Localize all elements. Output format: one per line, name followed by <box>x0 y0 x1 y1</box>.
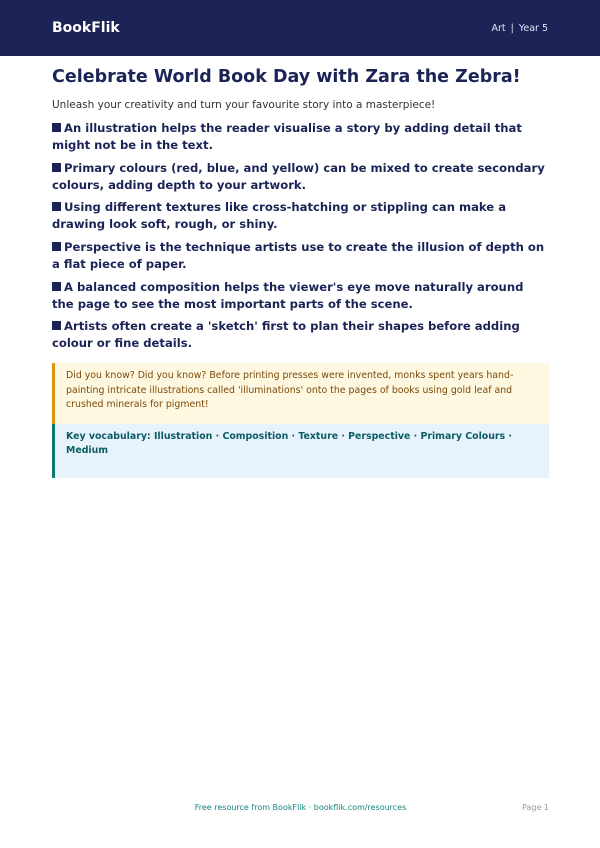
square-bullet-icon <box>52 123 61 132</box>
square-bullet-icon <box>52 242 61 251</box>
square-bullet-icon <box>52 202 61 211</box>
brand-logo: BookFlik <box>52 20 120 36</box>
square-bullet-icon <box>52 282 61 291</box>
fact-text: Perspective is the technique artists use to create the illusion of depth on a flat piece of paper. <box>52 240 545 272</box>
key-vocabulary-box: Key vocabulary: Illustration · Composition · Texture · Perspective · Primary Colours · Medium <box>52 424 549 478</box>
page-footer <box>52 801 549 815</box>
fact-item <box>52 279 549 313</box>
fact-item <box>52 160 549 194</box>
fact-text: An illustration helps the reader visualise a story by adding detail that might not be in the text. <box>52 121 522 152</box>
subject-year-label <box>491 23 548 34</box>
fact-item <box>52 318 549 352</box>
page-number: Page 1 <box>522 803 549 812</box>
year-label: Year 5 <box>518 22 548 34</box>
fact-item <box>52 120 549 154</box>
fact-item <box>52 199 549 233</box>
page-title: Celebrate World Book Day with Zara the Zebra! <box>52 67 521 87</box>
did-you-know-callout: Did you know? Did you know? Before printing presses were invented, monks spent years hand-painting intricate illustrations called 'illuminations' onto the pages of books using gold leaf and crushed minerals for pigment! <box>52 363 549 424</box>
fact-text: A balanced composition helps the viewer's eye move naturally around the page to see the most important parts of the scene. <box>52 279 524 311</box>
square-bullet-icon <box>52 163 61 172</box>
fact-text: Artists often create a 'sketch' first to plan their shapes before adding colour or fine details. <box>52 319 520 351</box>
fact-text: Using different textures like cross-hatching or stippling can make a drawing look soft, rough, or shiny. <box>52 200 507 232</box>
subject-separator: | <box>510 22 514 34</box>
fact-list <box>52 120 549 352</box>
fact-item <box>52 239 549 273</box>
page-header <box>0 0 600 56</box>
worksheet-content <box>52 64 549 478</box>
resource-link[interactable]: Free resource from BookFlik · bookflik.com/resources <box>194 803 407 812</box>
subject-label: Art <box>491 22 506 34</box>
fact-text: Primary colours (red, blue, and yellow) can be mixed to create secondary colours, adding depth to your artwork. <box>52 160 545 192</box>
intro-text: Unleash your creativity and turn your favourite story into a masterpiece! <box>52 99 436 111</box>
square-bullet-icon <box>52 321 61 330</box>
